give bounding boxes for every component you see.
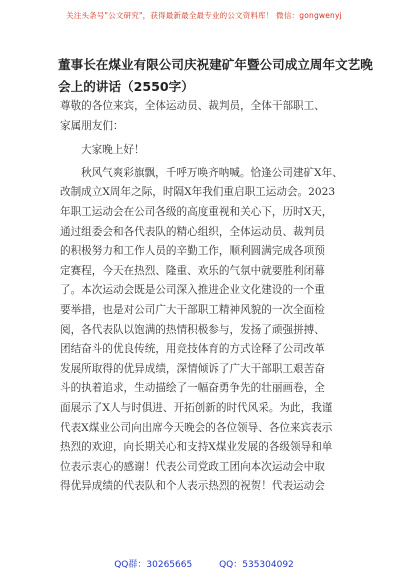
- paragraph-line: 团结奋斗的优良传统，用竞技体育的方式诠释了公司改革: [60, 343, 325, 356]
- paragraph-line: 年职工运动会在公司各级的高度重视和关心下，历时X天，: [60, 205, 333, 218]
- paragraph-line: 的积极努力和工作人员的辛勤工作，顺利圆满完成各项预: [60, 245, 325, 258]
- greeting: 大家晚上好！: [81, 144, 145, 157]
- qq-group-number: QQ群：30265665: [114, 560, 193, 570]
- paragraph-line: 热烈的欢迎，向长期关心和支持X煤业发展的各级领导和单: [60, 441, 333, 454]
- paragraph-line: 发展所取得的优异成绩，深情倾诉了广大干部职工艰苦奋: [60, 362, 325, 375]
- paragraph-line: 秋风气爽彩旗飘，千呼万唤齐呐喊。恰逢公司建矿X年、: [81, 166, 343, 179]
- document-body: [60, 97, 360, 497]
- title-line: 董事长在煤业有限公司庆祝建矿年暨公司成立周年文艺晚: [58, 57, 373, 72]
- document-title: [58, 54, 373, 98]
- paragraph-line: 位表示衷心的感谢！代表公司党政工团向本次运动会中取: [60, 460, 325, 473]
- paragraph-line: 代表X煤业公司向出席今天晚会的各位领导、各位来宾表示: [60, 421, 333, 434]
- title-line: 会上的讲话（2550字）: [58, 79, 194, 94]
- paragraph-line: 定赛程，今天在热烈、隆重、欢乐的气氛中就要胜利闭幕: [60, 264, 325, 277]
- header-banner: 关注头条号"公文研究"，获得最新最全最专业的公文资料库！ 微信：gongwenyj: [66, 11, 342, 20]
- speech-paragraph: [60, 164, 360, 497]
- paragraph-line: 得优异成绩的代表队和个人表示热烈的祝贺！代表运动会: [60, 480, 325, 493]
- paragraph-line: 通过组委会和各代表队的精心组织，全体运动员、裁判员: [60, 225, 325, 238]
- qq-number: QQ：535304092: [219, 560, 294, 570]
- paragraph-line: 阅，各代表队以饱满的热情积极参与，发扬了顽强拼搏、: [60, 323, 325, 336]
- paragraph-line: 要举措，也是对公司广大干部职工精神风貌的一次全面检: [60, 303, 325, 316]
- paragraph-line: 面展示了X人与时俱进、开拓创新的时代风采。为此，我谨: [60, 401, 333, 414]
- footer-contact: [0, 557, 408, 570]
- paragraph-line: 了。本次运动会既是公司深入推进企业文化建设的一个重: [60, 284, 325, 297]
- salutation-line: 家属朋友们：: [60, 119, 124, 132]
- paragraph-line: 斗的执着追求，生动描绘了一幅奋勇争先的壮丽画卷，全: [60, 382, 325, 395]
- salutation-line: 尊敬的各位来宾，全体运动员、裁判员，全体干部职工、: [60, 100, 325, 112]
- paragraph-line: 改制成立X周年之际，时隔X年我们重启职工运动会。2023: [60, 186, 336, 199]
